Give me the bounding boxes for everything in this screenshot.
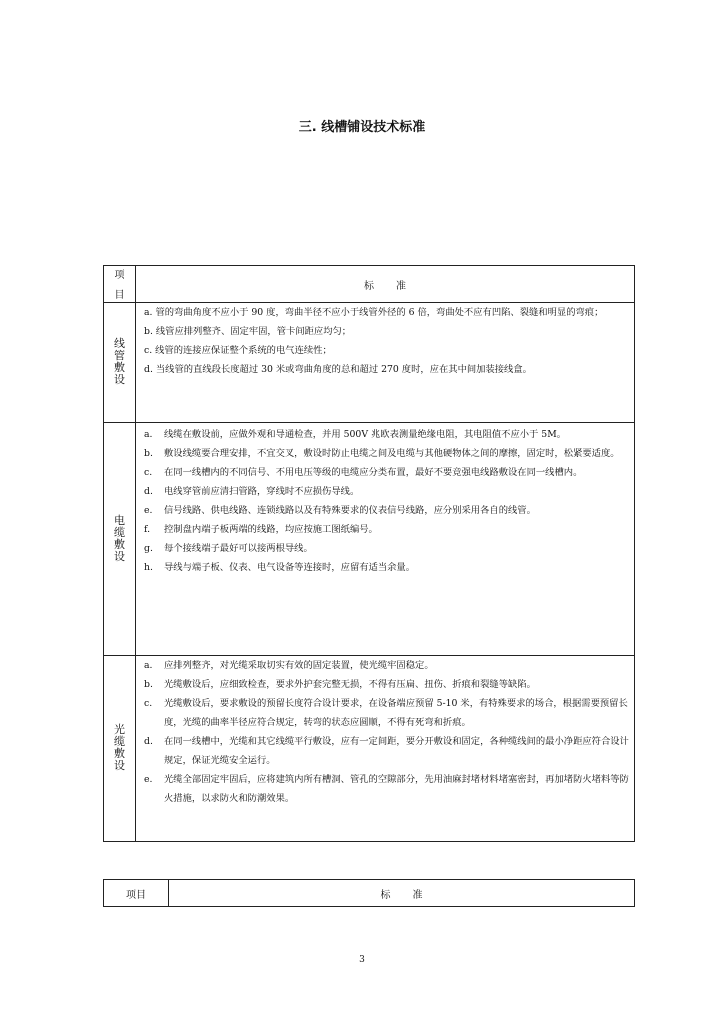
- footer-item-cell: 项目: [104, 880, 169, 907]
- list-item: a. 应排列整齐，对光缆采取切实有效的固定装置，使光缆牢固稳定。: [144, 660, 434, 671]
- list-item: c. 在同一线槽内的不同信号、不用电压等级的电缆应分类布置，最好不要竞强电线路敷设在同一线槽内。: [144, 467, 583, 478]
- list-item: c. 光缆敷设后，要求敷设的预留长度符合设计要求，在设备端应预留 5-10 米，有特殊要求的场合，根据需要预留长度，光缆的曲率半径应符合规定，转弯的状态应圆顺，不得有死弯和折痕。: [144, 698, 628, 728]
- footer-standard-char-2: 准: [412, 889, 423, 901]
- footer-table: [103, 879, 635, 907]
- list-item: a. 线缆在敷设前，应做外观和导通检查，并用 500V 兆欧表测量绝缘电阻，其电阻值不应小于 5M。: [144, 429, 567, 440]
- page-title: 三. 线槽铺设技术标准: [298, 120, 426, 135]
- list-item: b. 光缆敷设后，应细致检查，要求外护套完整无损，不得有压扁、扭伤、折痕和裂缝等缺陷。: [144, 679, 536, 690]
- section-label-cable: 电缆敷设: [114, 513, 125, 563]
- list-item: h. 导线与端子板、仪表、电气设备等连接时，应留有适当余量。: [144, 562, 416, 573]
- section-items-cell: [136, 303, 635, 423]
- list-item: e. 信号线路、供电线路、连锁线路以及有特殊要求的仪表信号线路，应分别采用各自的线管。: [144, 505, 536, 516]
- section-label-cell: [104, 423, 136, 656]
- list-item: d. 电线穿管前应清扫管路，穿线时不应损伤导线。: [144, 486, 360, 497]
- section-label-cell: [104, 303, 136, 423]
- header-standard-char-2: 准: [396, 280, 406, 292]
- standards-table: [103, 265, 635, 842]
- list-item: e. 光缆全部固定牢固后，应将建筑内所有槽洞、管孔的空隙部分，先用油麻封堵材料堵塞密封，再加堵防火堵料等防火措施，以求防火和防潮效果。: [144, 774, 629, 804]
- section-fiber-row: [104, 656, 635, 842]
- section-conduit-row: [104, 303, 635, 423]
- header-item-char-1: 项: [114, 270, 125, 281]
- header-item-cell: [104, 266, 136, 303]
- list-item: a. 管的弯曲角度不应小于 90 度，弯曲半径不应小于线管外径的 6 倍，弯曲处不应有凹陷、裂缝和明显的弯痕；: [144, 307, 604, 318]
- footer-standard-char-1: 标: [380, 889, 391, 901]
- list-item: g. 每个接线端子最好可以接两根导线。: [144, 543, 313, 554]
- list-item: d. 当线管的直线段长度超过 30 米或弯曲角度的总和超过 270 度时，应在其中间加装接线盒。: [144, 364, 532, 375]
- footer-header-row: [104, 880, 635, 907]
- page-number: 3: [359, 955, 365, 965]
- list-item: f. 控制盘内端子板两端的线路，均应按施工图纸编号。: [144, 524, 378, 535]
- header-item-char-2: 目: [114, 290, 125, 301]
- section-cable-row: [104, 423, 635, 656]
- footer-standard-cell: [169, 880, 635, 907]
- list-item: c. 线管的连接应保证整个系统的电气连续性；: [144, 345, 332, 356]
- list-item: b. 敷设线缆要合理安排，不宜交叉，敷设时防止电缆之间及电缆与其他硬物体之间的摩擦，固定时，松紧要适度。: [144, 448, 620, 459]
- header-standard-char-1: 标: [364, 280, 374, 292]
- section-label-conduit: 线管敷设: [114, 337, 125, 386]
- table-header-row: [104, 266, 635, 303]
- header-standard-cell: [136, 266, 635, 303]
- list-item: b. 线管应排列整齐、固定牢固，管卡间距应均匀；: [144, 326, 352, 337]
- list-item: d. 在同一线槽中，光缆和其它线缆平行敷设，应有一定间距，要分开敷设和固定，各种缆线间的最小净距应符合设计规定，保证光缆安全运行。: [144, 736, 629, 766]
- section-label-fiber: 光缆敷设: [114, 723, 125, 772]
- section-items-cell: [136, 656, 635, 842]
- section-label-cell: [104, 656, 136, 842]
- section-items-cell: [136, 423, 635, 656]
